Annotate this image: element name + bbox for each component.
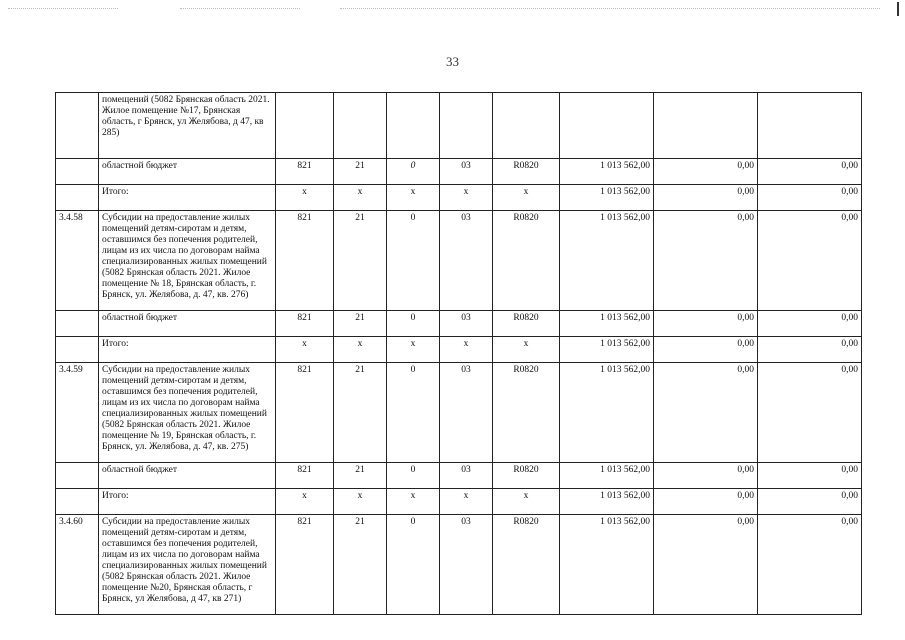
cell-amount-3: 0,00 <box>758 159 862 185</box>
cell-code-1: 821 <box>276 363 334 463</box>
cell-code-2: 21 <box>334 363 387 463</box>
cell-code-3: 0 <box>387 211 440 311</box>
scan-edge-mark <box>897 2 899 16</box>
cell-amount-2: 0,00 <box>654 515 758 615</box>
cell-code-3: x <box>387 489 440 515</box>
row-index <box>56 337 99 363</box>
row-index <box>56 463 99 489</box>
cell-code-1: 821 <box>276 515 334 615</box>
table-row <box>56 159 862 185</box>
cell-code-2: x <box>334 489 387 515</box>
row-description: областной бюджет <box>99 311 276 337</box>
cell-code-5: x <box>493 489 560 515</box>
cell-code-5: R0820 <box>493 363 560 463</box>
cell-amount-1: 1 013 562,00 <box>560 489 654 515</box>
cell-code-4: 03 <box>440 363 493 463</box>
cell-amount-1: 1 013 562,00 <box>560 363 654 463</box>
page-number: 33 <box>446 54 459 69</box>
cell-code-4: 03 <box>440 211 493 311</box>
cell-amount-3: 0,00 <box>758 185 862 211</box>
cell-code-3: 0 <box>387 463 440 489</box>
cell-code-1 <box>276 93 334 159</box>
row-description: Итого: <box>99 489 276 515</box>
row-index <box>56 185 99 211</box>
cell-amount-1: 1 013 562,00 <box>560 463 654 489</box>
cell-code-3 <box>387 93 440 159</box>
cell-code-5: x <box>493 185 560 211</box>
cell-amount-1: 1 013 562,00 <box>560 159 654 185</box>
row-description: помещений (5082 Брянская область 2021. Жилое помещение №17, Брянская область, г Брянск, ул Желябова, д 47, кв 285) <box>99 93 276 159</box>
row-index: 3.4.58 <box>56 211 99 311</box>
cell-code-1: 821 <box>276 463 334 489</box>
row-description: областной бюджет <box>99 463 276 489</box>
cell-code-3: 0 <box>387 515 440 615</box>
scan-artifact <box>180 8 300 9</box>
cell-code-5: R0820 <box>493 311 560 337</box>
row-index: 3.4.59 <box>56 363 99 463</box>
cell-code-4: x <box>440 489 493 515</box>
cell-code-2 <box>334 93 387 159</box>
row-description: Субсидии на предоставление жилых помещений детям-сиротам и детям, оставшимся без попечения родителей, лицам из их числа по договорам найма специализированных жилых помещений (5082 Брянская область 2021. Жилое помещение №20, Брянская область, г Брянск, ул Желябова, д 47, кв 271) <box>99 515 276 615</box>
cell-amount-2: 0,00 <box>654 211 758 311</box>
cell-amount-3: 0,00 <box>758 337 862 363</box>
table-row <box>56 93 862 159</box>
table-row <box>56 515 862 615</box>
row-description: Итого: <box>99 185 276 211</box>
cell-code-1: x <box>276 185 334 211</box>
cell-code-5: R0820 <box>493 515 560 615</box>
scan-artifact <box>8 8 118 9</box>
cell-amount-3 <box>758 93 862 159</box>
cell-code-4: 03 <box>440 159 493 185</box>
row-index: 3.4.60 <box>56 515 99 615</box>
row-index <box>56 311 99 337</box>
cell-code-2: 21 <box>334 515 387 615</box>
cell-amount-2: 0,00 <box>654 337 758 363</box>
cell-code-5: R0820 <box>493 159 560 185</box>
cell-amount-3: 0,00 <box>758 489 862 515</box>
cell-code-3: x <box>387 337 440 363</box>
table-row <box>56 463 862 489</box>
table-row <box>56 211 862 311</box>
cell-code-5: x <box>493 337 560 363</box>
cell-code-2: 21 <box>334 211 387 311</box>
cell-code-1: x <box>276 489 334 515</box>
table-row <box>56 337 862 363</box>
table-row <box>56 185 862 211</box>
table-row <box>56 363 862 463</box>
cell-code-4: x <box>440 337 493 363</box>
budget-table <box>55 92 862 615</box>
cell-amount-1: 1 013 562,00 <box>560 515 654 615</box>
cell-code-2: 21 <box>334 463 387 489</box>
cell-amount-2: 0,00 <box>654 489 758 515</box>
cell-amount-3: 0,00 <box>758 463 862 489</box>
cell-code-3: 0 <box>387 311 440 337</box>
cell-amount-2: 0,00 <box>654 363 758 463</box>
cell-code-5: R0820 <box>493 463 560 489</box>
cell-amount-3: 0,00 <box>758 211 862 311</box>
cell-code-3: x <box>387 185 440 211</box>
row-description: Субсидии на предоставление жилых помещений детям-сиротам и детям, оставшимся без попечения родителей, лицам из их числа по договорам найма специализированных жилых помещений (5082 Брянская область 2021. Жилое помещение № 18, Брянская область, г. Брянск, ул. Желябова, д. 47, кв. 276) <box>99 211 276 311</box>
cell-code-3: 0 <box>387 159 440 185</box>
cell-code-4: 03 <box>440 463 493 489</box>
cell-amount-2: 0,00 <box>654 185 758 211</box>
row-index <box>56 159 99 185</box>
cell-code-2: x <box>334 337 387 363</box>
row-description: Субсидии на предоставление жилых помещений детям-сиротам и детям, оставшимся без попечения родителей, лицам из их числа по договорам найма специализированных жилых помещений (5082 Брянская область 2021. Жилое помещение № 19, Брянская область, г. Брянск, ул. Желябова, д. 47, кв. 275) <box>99 363 276 463</box>
table-row <box>56 489 862 515</box>
row-description: областной бюджет <box>99 159 276 185</box>
scan-artifact <box>340 8 880 9</box>
cell-amount-2: 0,00 <box>654 463 758 489</box>
cell-amount-1: 1 013 562,00 <box>560 337 654 363</box>
cell-amount-1 <box>560 93 654 159</box>
cell-amount-2 <box>654 93 758 159</box>
row-index <box>56 93 99 159</box>
cell-code-4: 03 <box>440 515 493 615</box>
cell-code-1: 821 <box>276 159 334 185</box>
cell-amount-2: 0,00 <box>654 311 758 337</box>
cell-amount-3: 0,00 <box>758 363 862 463</box>
cell-code-4: x <box>440 185 493 211</box>
cell-code-3: 0 <box>387 363 440 463</box>
cell-amount-2: 0,00 <box>654 159 758 185</box>
cell-code-2: 21 <box>334 159 387 185</box>
cell-code-4: 03 <box>440 311 493 337</box>
cell-amount-1: 1 013 562,00 <box>560 185 654 211</box>
cell-code-5: R0820 <box>493 211 560 311</box>
cell-code-2: x <box>334 185 387 211</box>
cell-amount-1: 1 013 562,00 <box>560 211 654 311</box>
cell-code-5 <box>493 93 560 159</box>
table-row <box>56 311 862 337</box>
cell-code-2: 21 <box>334 311 387 337</box>
cell-code-1: x <box>276 337 334 363</box>
cell-code-1: 821 <box>276 311 334 337</box>
cell-code-1: 821 <box>276 211 334 311</box>
cell-amount-3: 0,00 <box>758 311 862 337</box>
cell-code-4 <box>440 93 493 159</box>
cell-amount-1: 1 013 562,00 <box>560 311 654 337</box>
row-description: Итого: <box>99 337 276 363</box>
cell-amount-3: 0,00 <box>758 515 862 615</box>
row-index <box>56 489 99 515</box>
